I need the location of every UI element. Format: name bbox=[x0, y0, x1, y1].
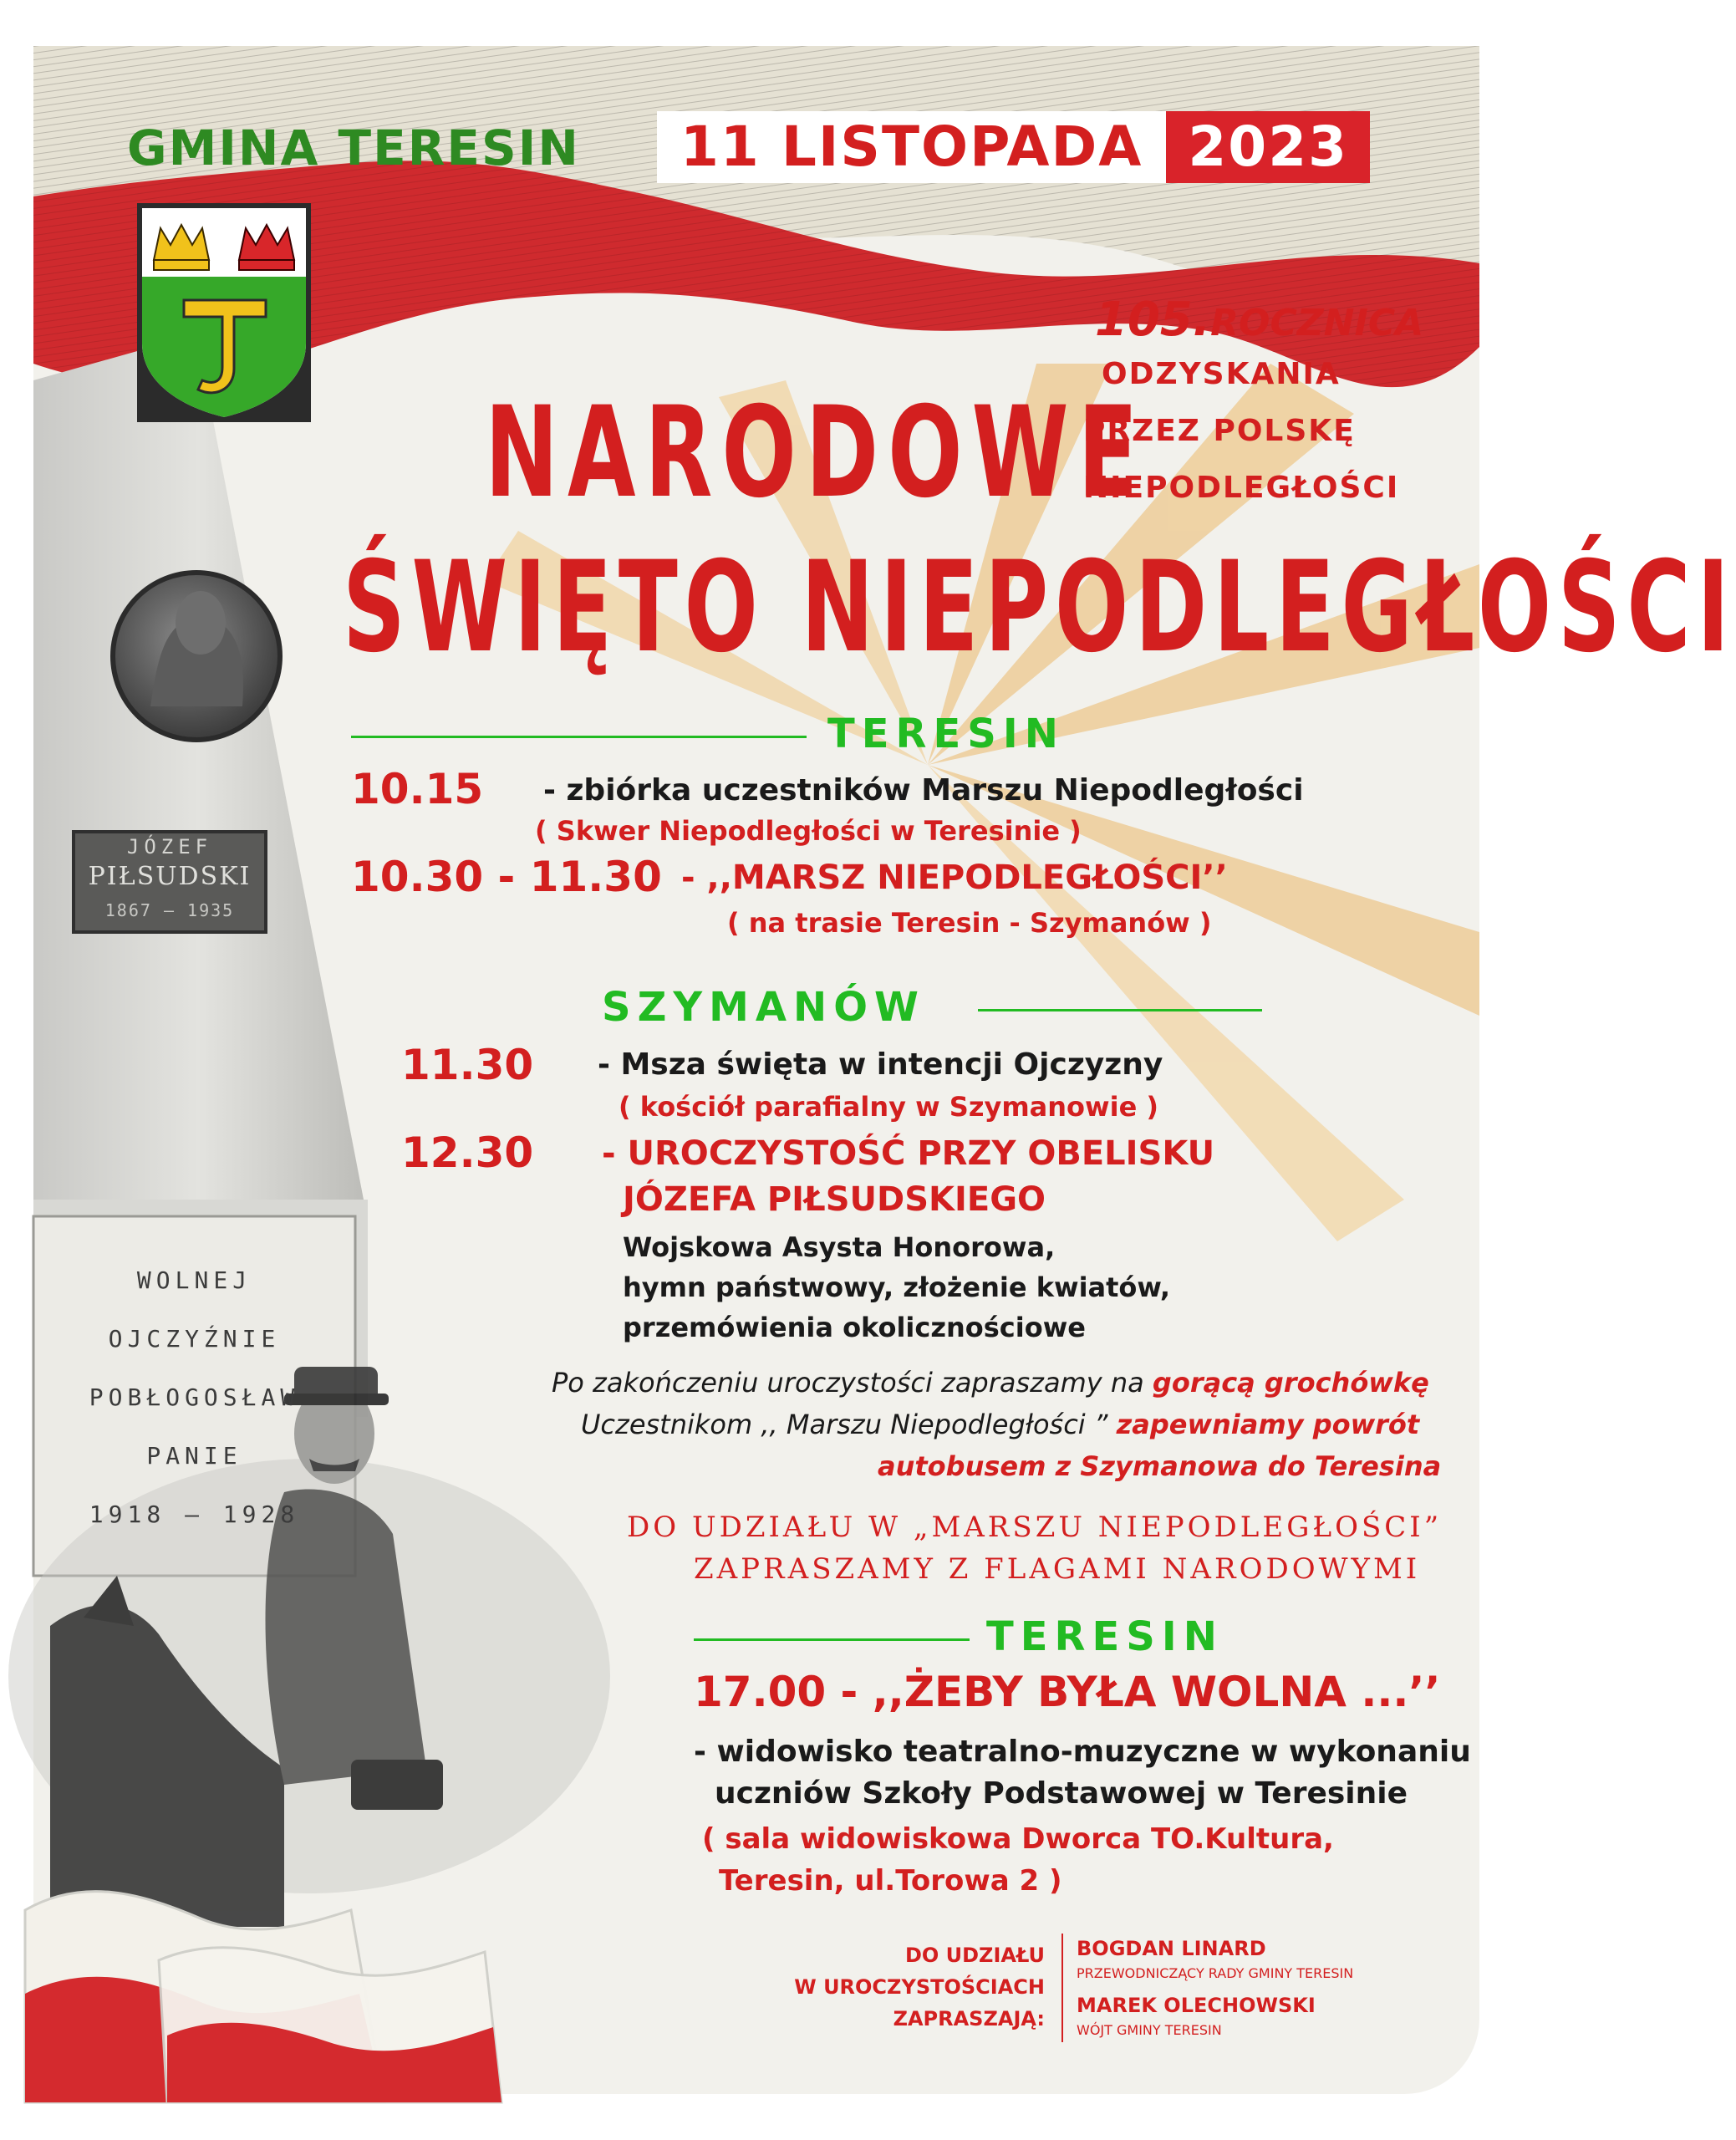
event-time: 10.15 bbox=[351, 765, 484, 813]
event-location: ( Skwer Niepodległości w Teresinie ) bbox=[535, 815, 1082, 847]
gmina-crest-icon bbox=[135, 201, 313, 427]
event-detail: Wojskowa Asysta Honorowa, bbox=[623, 1231, 1056, 1263]
event-time-title: 17.00 - ,,ŻEBY BYŁA WOLNA ...’’ bbox=[694, 1668, 1441, 1716]
invitation-line-1 bbox=[552, 1367, 1429, 1399]
event-description: - zbiórka uczestników Marszu Niepodległości bbox=[543, 773, 1304, 808]
organizer-role: WÓJT GMINY TERESIN bbox=[1077, 2022, 1222, 2038]
plaque-name-2: PIŁSUDSKI bbox=[88, 862, 252, 891]
event-detail: przemówienia okolicznościowe bbox=[623, 1312, 1086, 1343]
section-rule bbox=[351, 736, 807, 738]
inscription-line-3: POBŁOGOSŁAW bbox=[89, 1383, 300, 1411]
invitation-highlight: zapewniamy powrót bbox=[1116, 1409, 1420, 1440]
footer-divider bbox=[1061, 1934, 1063, 2042]
event-description: - UROCZYSTOŚĆ PRZY OBELISKU bbox=[602, 1134, 1215, 1173]
organizer-name: MAREK OLECHOWSKI bbox=[1077, 1994, 1316, 2017]
event-date bbox=[657, 111, 1370, 183]
section-heading-teresin-evening: TERESIN bbox=[986, 1613, 1224, 1660]
event-location: ( na trasie Teresin - Szymanów ) bbox=[727, 907, 1212, 939]
footer-invite-line: W UROCZYSTOŚCIACH bbox=[794, 1975, 1045, 1999]
anniversary-line-1: ODZYSKANIA bbox=[1102, 357, 1341, 391]
title-line-1: NARODOWE bbox=[485, 380, 1148, 526]
inscription-line-1: WOLNEJ bbox=[136, 1266, 252, 1294]
date-day: 11 LISTOPADA bbox=[657, 111, 1166, 183]
organizer-name: BOGDAN LINARD bbox=[1077, 1937, 1266, 1960]
anniversary-word: ROCZNICA bbox=[1210, 302, 1424, 344]
section-heading-szymanow: SZYMANÓW bbox=[602, 984, 925, 1031]
section-rule bbox=[978, 1009, 1262, 1011]
footer-invite-line: ZAPRASZAJĄ: bbox=[893, 2007, 1045, 2030]
anniversary-number: 105. bbox=[1095, 293, 1211, 347]
event-description: - ,,MARSZ NIEPODLEGŁOŚCI’’ bbox=[681, 859, 1228, 897]
anniversary-heading bbox=[1095, 293, 1423, 347]
event-description: uczniów Szkoły Podstawowej w Teresinie bbox=[715, 1776, 1408, 1811]
inscription-line-2: OJCZYŹNIE bbox=[108, 1325, 281, 1353]
event-time: 12.30 bbox=[401, 1129, 534, 1177]
title-line-2: ŚWIĘTO NIEPODLEGŁOŚCI bbox=[343, 535, 1736, 680]
section-heading-teresin: TERESIN bbox=[827, 711, 1065, 757]
plaque-years: 1867 – 1935 bbox=[104, 900, 235, 920]
event-description: - Msza święta w intencji Ojczyzny bbox=[598, 1047, 1163, 1082]
event-description: JÓZEFA PIŁSUDSKIEGO bbox=[623, 1180, 1046, 1219]
invitation-text: Po zakończeniu uroczystości zapraszamy na bbox=[552, 1367, 1144, 1399]
inscription-line-4: PANIE bbox=[146, 1442, 242, 1470]
event-location: Teresin, ul.Torowa 2 ) bbox=[719, 1864, 1062, 1898]
organizer-role: PRZEWODNICZĄCY RADY GMINY TERESIN bbox=[1077, 1965, 1354, 1981]
invitation-text: Uczestnikom ,, Marszu Niepodległości ” bbox=[581, 1409, 1108, 1440]
gmina-name: GMINA TERESIN bbox=[127, 120, 580, 176]
plaque-name-1: JÓZEF bbox=[126, 835, 213, 859]
event-time: 10.30 - 11.30 bbox=[351, 853, 662, 901]
event-location: ( kościół parafialny w Szymanowie ) bbox=[619, 1091, 1159, 1123]
flag-note-line-1: DO UDZIAŁU W „MARSZU NIEPODLEGŁOŚCI” bbox=[627, 1511, 1443, 1544]
anniversary-line-2: PRZEZ POLSKĘ bbox=[1083, 414, 1356, 448]
invitation-highlight: gorącą grochówkę bbox=[1152, 1367, 1429, 1399]
poster bbox=[33, 46, 1736, 2094]
event-time: 11.30 bbox=[401, 1041, 534, 1089]
event-location: ( sala widowiskowa Dworca TO.Kultura, bbox=[702, 1822, 1334, 1856]
event-detail: hymn państwowy, złożenie kwiatów, bbox=[623, 1271, 1171, 1303]
event-description: - widowisko teatralno-muzyczne w wykonaniu bbox=[694, 1735, 1471, 1769]
date-year: 2023 bbox=[1166, 111, 1370, 183]
section-rule bbox=[694, 1638, 970, 1641]
flag-note-line-2: ZAPRASZAMY Z FLAGAMI NARODOWYMI bbox=[694, 1552, 1421, 1586]
footer-invite-line: DO UDZIAŁU bbox=[904, 1944, 1045, 1967]
footer-invite bbox=[769, 1939, 1045, 2035]
invitation-line-3: autobusem z Szymanowa do Teresina bbox=[878, 1450, 1442, 1482]
inscription-line-5: 1918 – 1928 bbox=[89, 1501, 300, 1528]
invitation-line-2 bbox=[581, 1409, 1419, 1440]
anniversary-line-3: NIEPODLEGŁOŚCI bbox=[1083, 471, 1400, 505]
